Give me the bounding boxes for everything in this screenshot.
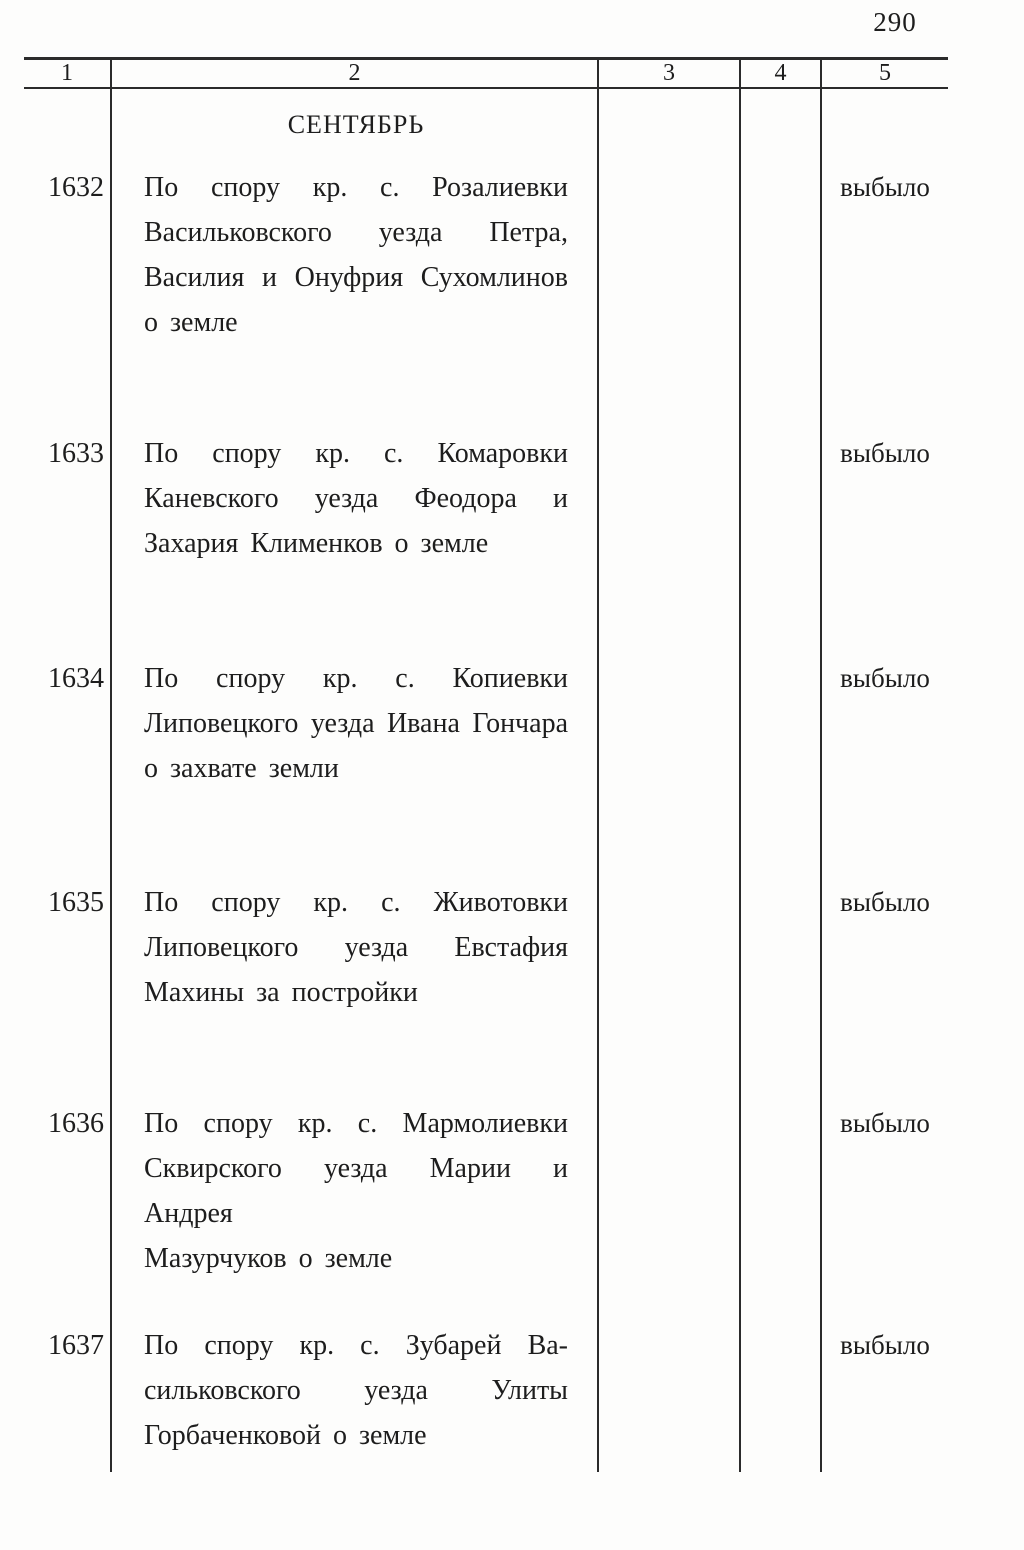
description-line: Захария Клименков о земле <box>144 528 489 559</box>
status-cell: выбыло <box>840 172 930 202</box>
case-number: 1636 <box>48 1108 104 1139</box>
description-line: Каневского уезда Феодора и <box>144 483 568 514</box>
section-header-month: СЕНТЯБРЬ <box>287 110 425 139</box>
case-description <box>144 1101 568 1281</box>
description-line: Сквирского уезда Марии и Андрея <box>144 1153 568 1229</box>
column-header-2: 2 <box>348 60 361 86</box>
column-divider-3-4 <box>739 57 741 1472</box>
case-description <box>144 656 568 791</box>
case-number: 1634 <box>48 663 104 694</box>
case-description <box>144 1323 568 1458</box>
description-line: По спору кр. с. Мармолиевки <box>144 1108 568 1139</box>
column-header-4: 4 <box>774 60 787 86</box>
description-line: По спору кр. с. Зубарей Ва- <box>144 1330 568 1361</box>
column-header-1: 1 <box>61 60 73 86</box>
description-line: сильковского уезда Улиты <box>144 1375 568 1406</box>
status-cell: выбыло <box>840 1330 930 1360</box>
case-number: 1633 <box>48 438 104 469</box>
status-cell: выбыло <box>840 1108 930 1138</box>
case-description <box>144 431 568 566</box>
description-line: По спору кр. с. Розалиевки <box>144 172 568 203</box>
column-header-5: 5 <box>879 60 891 86</box>
description-line: о земле <box>144 307 238 338</box>
description-line: Горбаченковой о земле <box>144 1420 427 1451</box>
header-underline <box>24 87 948 89</box>
case-number: 1635 <box>48 887 104 918</box>
column-divider-1-2 <box>110 57 112 1472</box>
column-header-3: 3 <box>663 60 675 86</box>
description-line: Васильковского уезда Петра, <box>144 217 568 248</box>
case-number: 1632 <box>48 172 104 203</box>
description-line: Махины за постройки <box>144 977 418 1008</box>
status-cell: выбыло <box>840 887 930 917</box>
case-description <box>144 165 568 345</box>
description-line: Василия и Онуфрия Сухомлинов <box>144 262 568 293</box>
case-number: 1637 <box>48 1330 104 1361</box>
case-description <box>144 880 568 1015</box>
description-line: Мазурчуков о земле <box>144 1243 393 1274</box>
status-cell: выбыло <box>840 438 930 468</box>
column-divider-4-5 <box>820 57 822 1472</box>
page-number: 290 <box>873 7 917 37</box>
description-line: По спору кр. с. Животовки <box>144 887 568 918</box>
description-line: Липовецкого уезда Евстафия <box>144 932 568 963</box>
description-line: о захвате земли <box>144 753 339 784</box>
column-divider-2-3 <box>597 57 599 1472</box>
status-cell: выбыло <box>840 663 930 693</box>
description-line: По спору кр. с. Копиевки <box>144 663 568 694</box>
description-line: По спору кр. с. Комаровки <box>144 438 568 469</box>
description-line: Липовецкого уезда Ивана Гончара <box>144 708 568 739</box>
